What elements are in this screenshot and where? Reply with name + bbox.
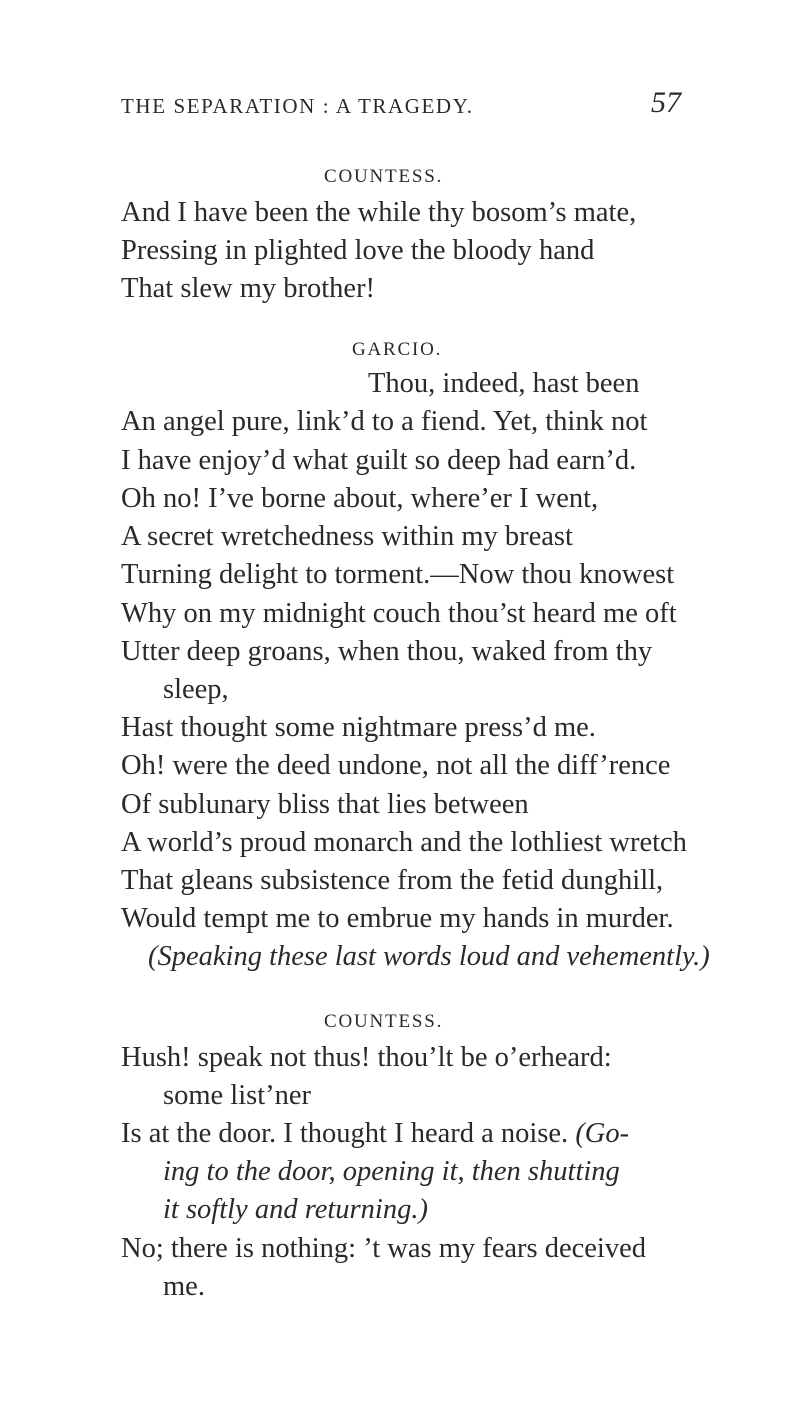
verse-line: some list’ner [163,1080,312,1111]
running-head [121,86,681,126]
verse-line: Pressing in plighted love the bloody hand [121,235,595,266]
stage-direction: (Speaking these last words loud and vehemently.) [148,941,710,972]
verse-line: And I have been the while thy bosom’s mate, [121,197,637,228]
verse-line: Of sublunary bliss that lies between [121,789,529,820]
verse-line: Hast thought some nightmare press’d me. [121,712,596,743]
verse-line: A secret wretchedness within my breast [121,521,573,552]
verse-line: Hush! speak not thus! thou’lt be o’erheard: [121,1042,612,1073]
verse-line: A world’s proud monarch and the lothliest wretch [121,827,687,858]
stage-direction: it softly and returning.) [163,1194,428,1225]
running-title: THE SEPARATION : A TRAGEDY. [121,94,474,118]
verse-text: Is at the door. I thought I heard a noise. [121,1118,576,1149]
speaker-garcio: GARCIO. [352,339,443,360]
verse-line [121,1120,629,1149]
verse-line: Turning delight to torment.—Now thou knowest [121,559,675,590]
verse-line: Would tempt me to embrue my hands in murder. [121,903,674,934]
verse-line: That gleans subsistence from the fetid dunghill, [121,865,664,896]
verse-line: Utter deep groans, when thou, waked from thy [121,636,653,667]
verse-line: Oh no! I’ve borne about, where’er I went, [121,483,599,514]
speaker-countess: COUNTESS. [324,166,444,187]
verse-line: I have enjoy’d what guilt so deep had earn’d. [121,445,637,476]
speaker-countess: COUNTESS. [324,1011,444,1032]
verse-line: Why on my midnight couch thou’st heard me oft [121,598,677,629]
verse-line: sleep, [163,674,229,705]
verse-line: Oh! were the deed undone, not all the diff’rence [121,750,671,781]
stage-direction: ing to the door, opening it, then shutting [163,1156,620,1187]
verse-line: That slew my brother! [121,273,376,304]
verse-line: me. [163,1271,205,1302]
verse-line: Thou, indeed, hast been [368,368,640,399]
verse-line: An angel pure, link’d to a fiend. Yet, think not [121,406,648,437]
verse-line: No; there is nothing: ’t was my fears deceived [121,1233,646,1264]
page-number: 57 [651,86,681,119]
stage-direction: (Go- [575,1118,630,1149]
